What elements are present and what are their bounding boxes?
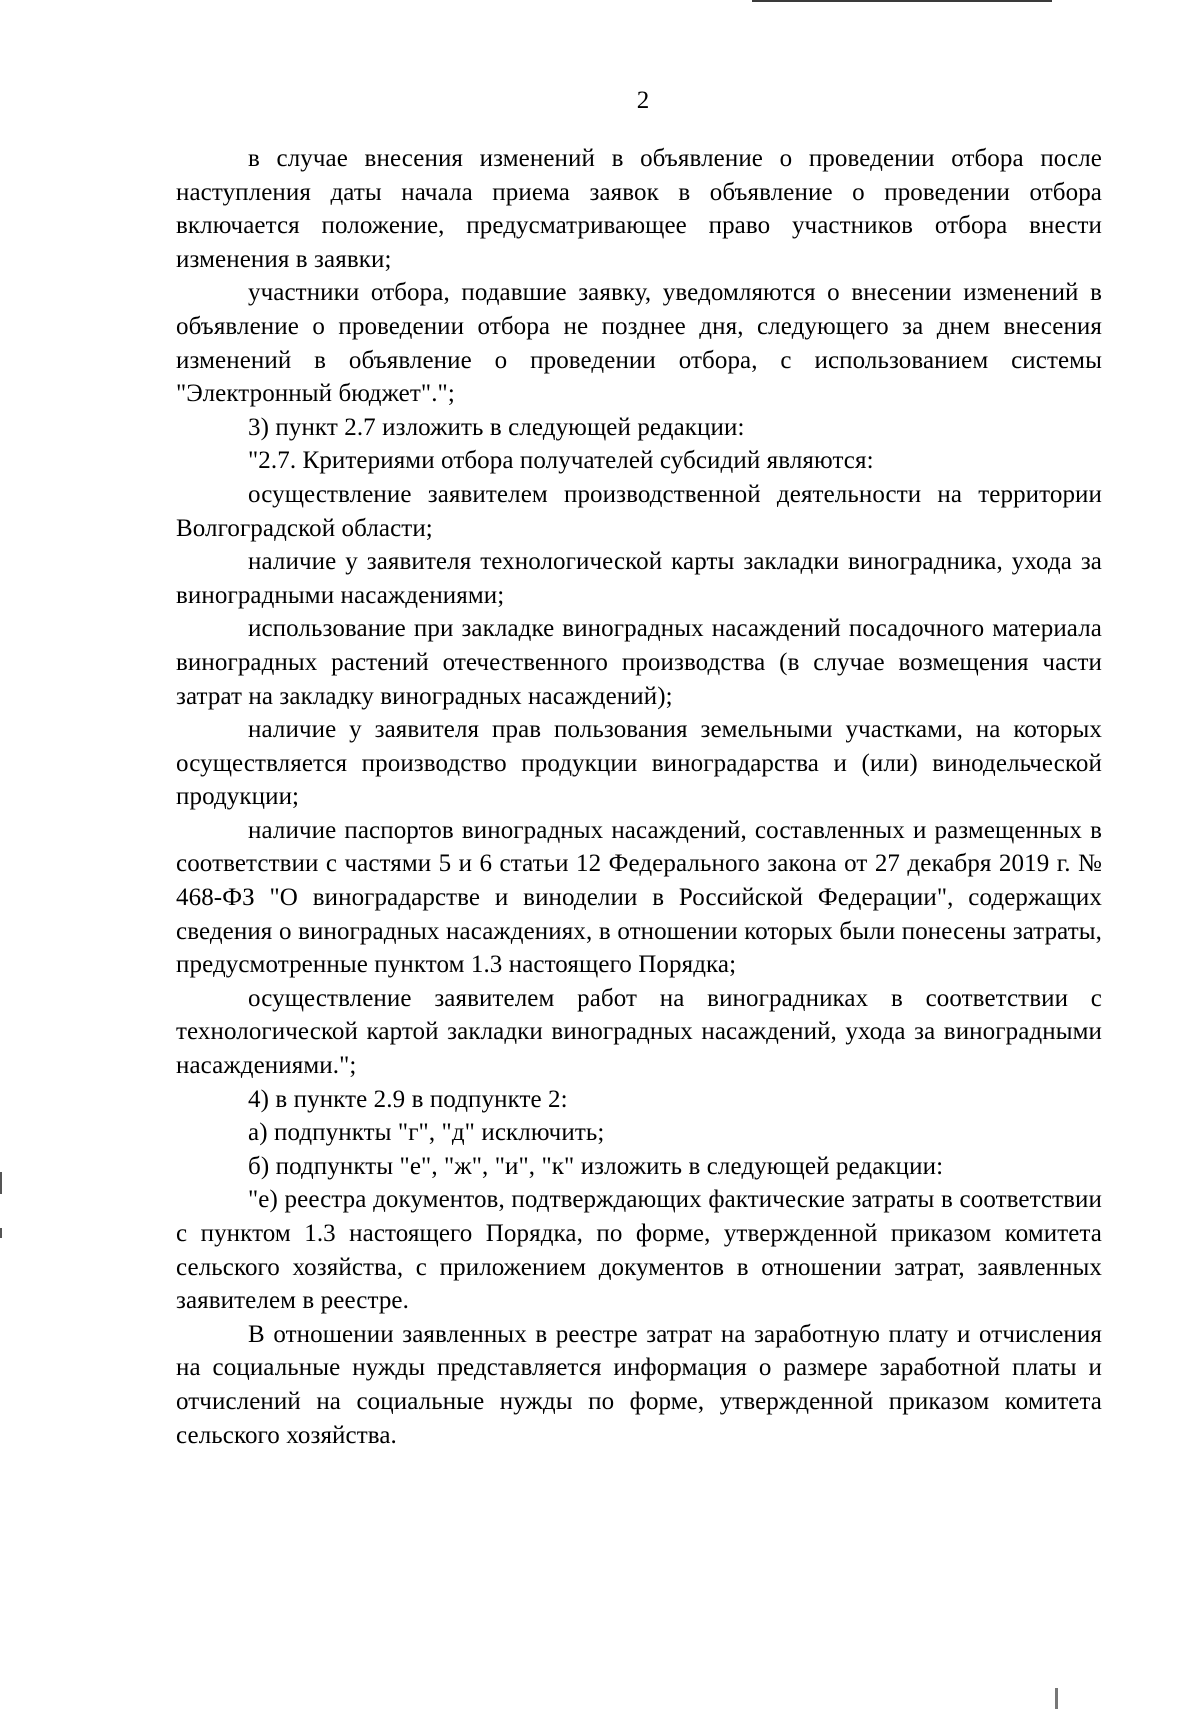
- scan-edge-mark: [0, 1228, 2, 1238]
- paragraph: в случае внесения изменений в объявление о проведении отбора после наступления даты начала приема заявок в объявление о проведении отбора включается положение, предусматривающее право участников отбора внести изменения в заявки;: [176, 145, 1102, 273]
- document-body: [176, 142, 1102, 1452]
- paragraph: использование при закладке виноградных насаждений посадочного материала виноградных растений отечественного производства (в случае возмещения части затрат на закладку виноградных насаждений);: [176, 615, 1102, 710]
- paragraph: осуществление заявителем производственной деятельности на территории Волгоградской области;: [176, 480, 1102, 542]
- paragraph: наличие у заявителя технологической карты закладки виноградника, ухода за виноградными насаждениями;: [176, 548, 1102, 609]
- paragraph: "е) реестра документов, подтверждающих фактические затраты в соответствии с пунктом 1.3 настоящего Порядка, по форме, утвержденной приказом комитета сельского хозяйства, с приложением документов в отношении затрат, заявленных заявителем в реестре.: [176, 1186, 1102, 1315]
- page-number: 2: [636, 87, 650, 114]
- scan-edge-mark: [1055, 1688, 1058, 1709]
- scan-edge-mark: [0, 1172, 2, 1194]
- paragraph: "2.7. Критериями отбора получателей субсидий являются:: [248, 447, 874, 475]
- paragraph: а) подпункты "г", "д" исключить;: [248, 1119, 605, 1147]
- paragraph: наличие у заявителя прав пользования земельными участками, на которых осуществляется производство продукции виноградарства и (или) винодельческой продукции;: [176, 716, 1102, 811]
- paragraph: б) подпункты "е", "ж", "и", "к" изложить в следующей редакции:: [248, 1152, 944, 1180]
- paragraph: 4) в пункте 2.9 в подпункте 2:: [248, 1085, 568, 1113]
- paragraph: наличие паспортов виноградных насаждений, составленных и размещенных в соответствии с частями 5 и 6 статьи 12 Федерального закона от 27 декабря 2019 г. № 468-ФЗ "О виноградарстве и виноделии в Российской Федерации", содержащих сведения о виноградных насаждениях, в отношении которых были понесены затраты, предусмотренные пунктом 1.3 настоящего Порядка;: [176, 816, 1102, 979]
- paragraph: участники отбора, подавшие заявку, уведомляются о внесении изменений в объявление о проведении отбора не позднее дня, следующего за днем внесения изменений в объявление о проведении отбора, с использованием системы "Электронный бюджет".";: [176, 279, 1102, 408]
- paragraph: 3) пункт 2.7 изложить в следующей редакции:: [248, 413, 745, 441]
- paragraph: осуществление заявителем работ на виноградниках в соответствии с технологической картой закладки виноградных насаждений, ухода за виноградными насаждениями.";: [176, 984, 1102, 1080]
- paragraph: В отношении заявленных в реестре затрат на заработную плату и отчисления на социальные нужды представляется информация о размере заработной платы и отчислений на социальные нужды по форме, утвержденной приказом комитета сельского хозяйства.: [176, 1320, 1102, 1449]
- scan-edge-line: [752, 0, 1052, 2]
